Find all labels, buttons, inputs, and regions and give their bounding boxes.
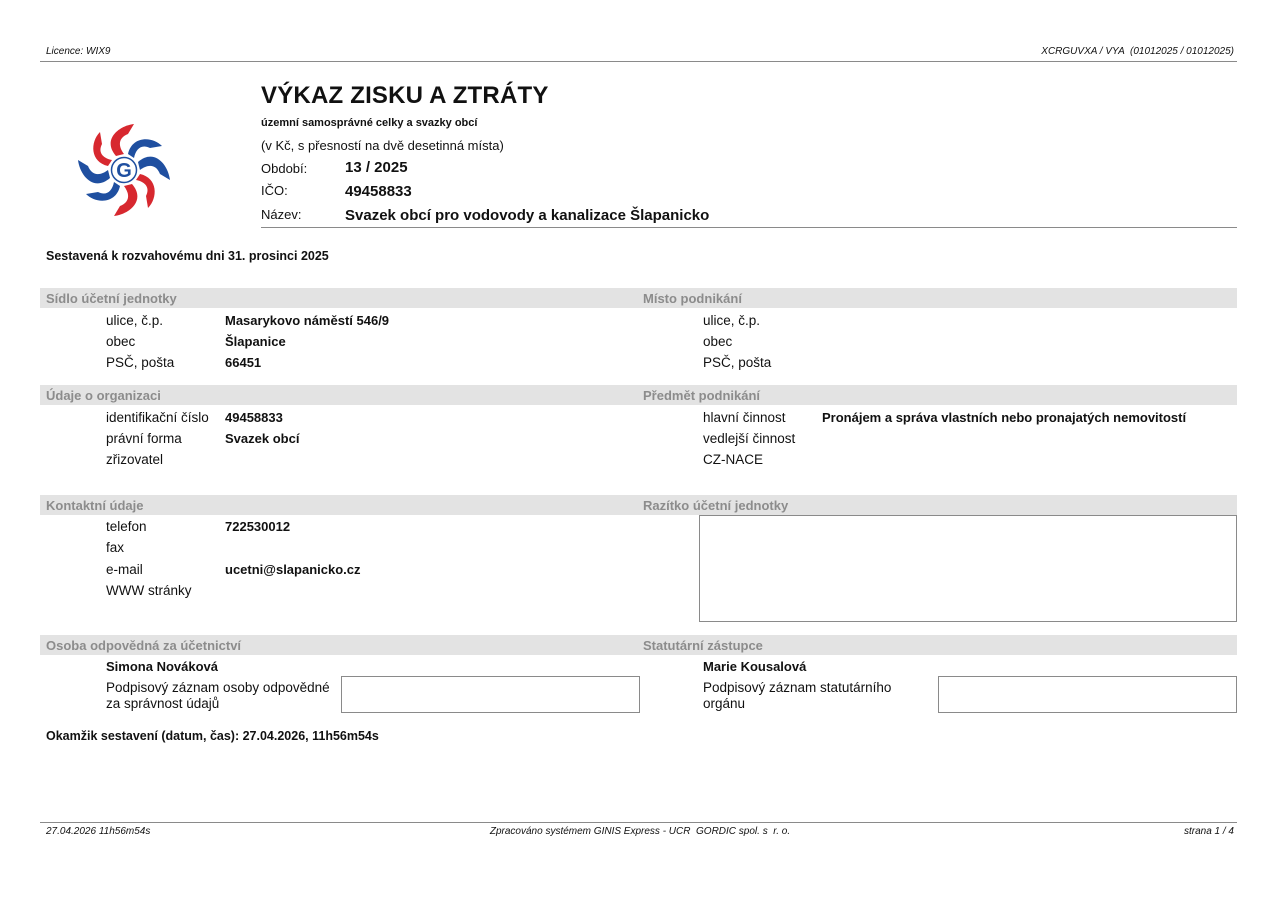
period-value: 13 / 2025 bbox=[345, 159, 408, 176]
gordic-logo bbox=[74, 120, 174, 220]
accountant-sig-line1: Podpisový záznam osoby odpovědné bbox=[106, 680, 330, 695]
period-label: Období: bbox=[261, 161, 308, 176]
statutory-sig-line2: orgánu bbox=[703, 696, 746, 711]
accountant-name: Simona Nováková bbox=[106, 659, 218, 674]
seat-city-value: Šlapanice bbox=[225, 334, 286, 349]
place-section-title: Místo podnikání bbox=[643, 291, 742, 306]
email-value: ucetni@slapanicko.cz bbox=[225, 562, 361, 577]
seat-section-title: Sídlo účetní jednotky bbox=[46, 291, 177, 306]
org-id-label: identifikační číslo bbox=[106, 410, 209, 425]
seat-zip-value: 66451 bbox=[225, 355, 262, 370]
place-street-label: ulice, č.p. bbox=[703, 313, 761, 328]
title-rule bbox=[261, 227, 1237, 228]
statutory-sig-line1: Podpisový záznam statutárního bbox=[703, 680, 892, 695]
ico-label: IČO: bbox=[261, 183, 288, 198]
seat-city-label: obec bbox=[106, 334, 136, 349]
contact-section-title: Kontaktní údaje bbox=[46, 498, 144, 513]
license-label: Licence: WIX9 bbox=[46, 46, 111, 57]
cz-nace-label: CZ-NACE bbox=[703, 452, 763, 467]
header-rule bbox=[40, 61, 1237, 62]
footer-date: 27.04.2026 11h56m54s bbox=[46, 826, 151, 837]
ico-value: 49458833 bbox=[345, 183, 412, 200]
name-label: Název: bbox=[261, 207, 302, 222]
report-subtitle: územní samosprávné celky a svazky obcí bbox=[261, 117, 478, 129]
accountant-signature-box bbox=[341, 676, 640, 713]
org-id-value: 49458833 bbox=[225, 410, 283, 425]
section-band-org-business bbox=[40, 385, 1237, 405]
section-band-contact-stamp bbox=[40, 495, 1237, 515]
place-zip-label: PSČ, pošta bbox=[703, 355, 772, 370]
business-section-title: Předmět podnikání bbox=[643, 388, 761, 403]
footer-rule bbox=[40, 822, 1237, 823]
phone-label: telefon bbox=[106, 519, 147, 534]
gordic-logo-icon bbox=[74, 120, 174, 220]
section-band-seat-place bbox=[40, 288, 1237, 308]
stamp-box bbox=[699, 515, 1237, 622]
report-title: VÝKAZ ZISKU A ZTRÁTY bbox=[261, 82, 549, 109]
report-code: XCRGUVXA / VYA (01012025 / 01012025) bbox=[1041, 46, 1234, 57]
org-legal-form-value: Svazek obcí bbox=[225, 431, 300, 446]
org-legal-form-label: právní forma bbox=[106, 431, 182, 446]
statutory-signature-box bbox=[938, 676, 1237, 713]
compiled-timestamp: Okamžik sestavení (datum, čas): 27.04.2026, 11h56m54s bbox=[46, 729, 379, 743]
logo-letter: G bbox=[116, 160, 132, 182]
email-label: e-mail bbox=[106, 562, 143, 577]
org-founder-label: zřizovatel bbox=[106, 452, 164, 467]
website-label: WWW stránky bbox=[106, 583, 192, 598]
statutory-section-title: Statutární zástupce bbox=[643, 638, 763, 653]
side-activity-label: vedlejší činnost bbox=[703, 431, 796, 446]
main-activity-label: hlavní činnost bbox=[703, 410, 786, 425]
statutory-name: Marie Kousalová bbox=[703, 659, 807, 674]
footer-system: Zpracováno systémem GINIS Express - UCR GORDIC spol. s r. o. bbox=[489, 826, 791, 837]
phone-value: 722530012 bbox=[225, 519, 291, 534]
seat-street-label: ulice, č.p. bbox=[106, 313, 164, 328]
name-value: Svazek obcí pro vodovody a kanalizace Šlapanicko bbox=[345, 207, 710, 224]
report-units: (v Kč, s přesností na dvě desetinná místa) bbox=[261, 138, 504, 153]
as-of-date: Sestavená k rozvahovému dni 31. prosinci 2025 bbox=[46, 249, 329, 263]
stamp-section-title: Razítko účetní jednotky bbox=[643, 498, 789, 513]
org-section-title: Údaje o organizaci bbox=[46, 388, 161, 403]
fax-label: fax bbox=[106, 540, 125, 555]
footer-page-number: strana 1 / 4 bbox=[1183, 826, 1234, 837]
seat-street-value: Masarykovo náměstí 546/9 bbox=[225, 313, 390, 328]
section-band-responsible bbox=[40, 635, 1237, 655]
accountant-section-title: Osoba odpovědná za účetnictví bbox=[46, 638, 242, 653]
accountant-signature-caption bbox=[106, 680, 330, 712]
main-activity-value: Pronájem a správa vlastních nebo pronajatých nemovitostí bbox=[822, 410, 1187, 425]
accountant-sig-line2: za správnost údajů bbox=[106, 696, 220, 711]
place-city-label: obec bbox=[703, 334, 733, 349]
statutory-signature-caption bbox=[703, 680, 891, 712]
seat-zip-label: PSČ, pošta bbox=[106, 355, 175, 370]
